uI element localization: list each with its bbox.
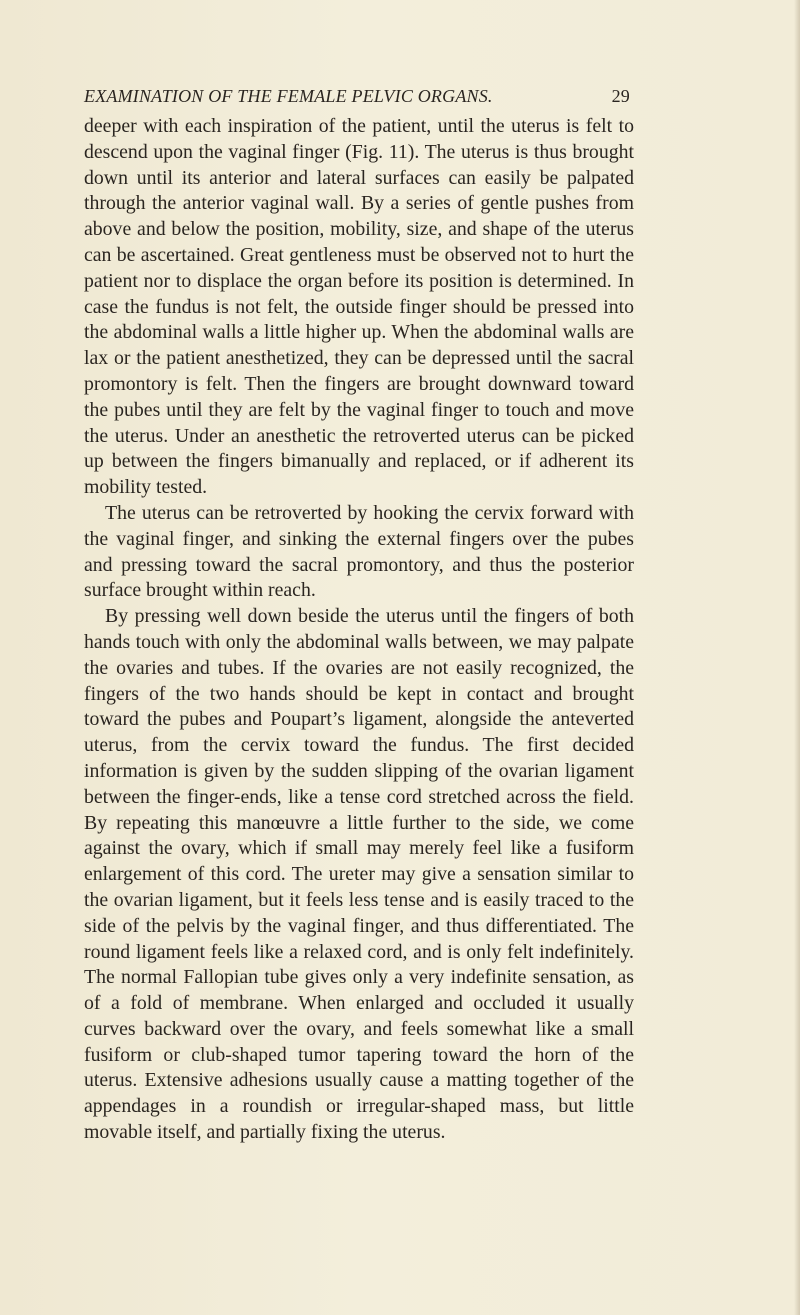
page-number: 29 [611,86,630,106]
body-text [84,114,634,1146]
page-edge-shadow [794,0,800,1315]
paragraph-3: By pressing well down beside the uterus until the fingers of both hands touch with only the abdominal walls between, we may palpate the ovaries and tubes. If the ovaries are not easily recognized, the fingers of the two hands should be kept in contact and brought toward the pubes and Poupart’s ligament, alongside the anteverted uterus, from the cervix toward the fundus. The first decided information is given by the sudden slipping of the ovarian ligament between the finger-ends, like a tense cord stretched across the field. By repeating this manœuvre a little further to the side, we come against the ovary, which if small may merely feel like a fusiform enlargement of this cord. The ureter may give a sensation similar to the ovarian ligament, but it feels less tense and is easily traced to the side of the pelvis by the vaginal finger, and thus differentiated. The round ligament feels like a relaxed cord, and is only felt indefinitely. The normal Fallopian tube gives only a very indefinite sensation, as of a fold of membrane. When enlarged and occluded it usually curves backward over the ovary, and feels somewhat like a small fusiform or club-shaped tumor tapering toward the horn of the uterus. Extensive adhesions usually cause a matting together of the appendages in a roundish or irregular-shaped mass, but little movable itself, and partially fixing the uterus. [84,605,634,1144]
running-title: EXAMINATION OF THE FEMALE PELVIC ORGANS. [84,86,493,106]
paragraph-2: The uterus can be retroverted by hooking the cervix forward with the vaginal finger, and sinking the external fingers over the pubes and pressing toward the sacral promontory, and thus the posterior surface brought within reach. [84,501,634,602]
page-header [84,86,630,110]
paragraph-1: deeper with each inspiration of the patient, until the uterus is felt to descend upon the vaginal finger (Fig. 11). The uterus is thus brought down until its anterior and lateral surfaces can easily be palpated through the anterior vaginal wall. By a series of gentle pushes from above and below the position, mobility, size, and shape of the uterus can be ascertained. Great gentleness must be observed not to hurt the patient nor to displace the organ before its position is determined. In case the fundus is not felt, the outside finger should be pressed into the abdominal walls a little higher up. When the abdominal walls are lax or the patient anesthetized, they can be depressed until the sacral promontory is felt. Then the fingers are brought downward toward the pubes until they are felt by the vaginal finger to touch and move the uterus. Under an anesthetic the retroverted uterus can be picked up between the fingers bimanually and replaced, or if adherent its mobility tested. [84,115,634,499]
